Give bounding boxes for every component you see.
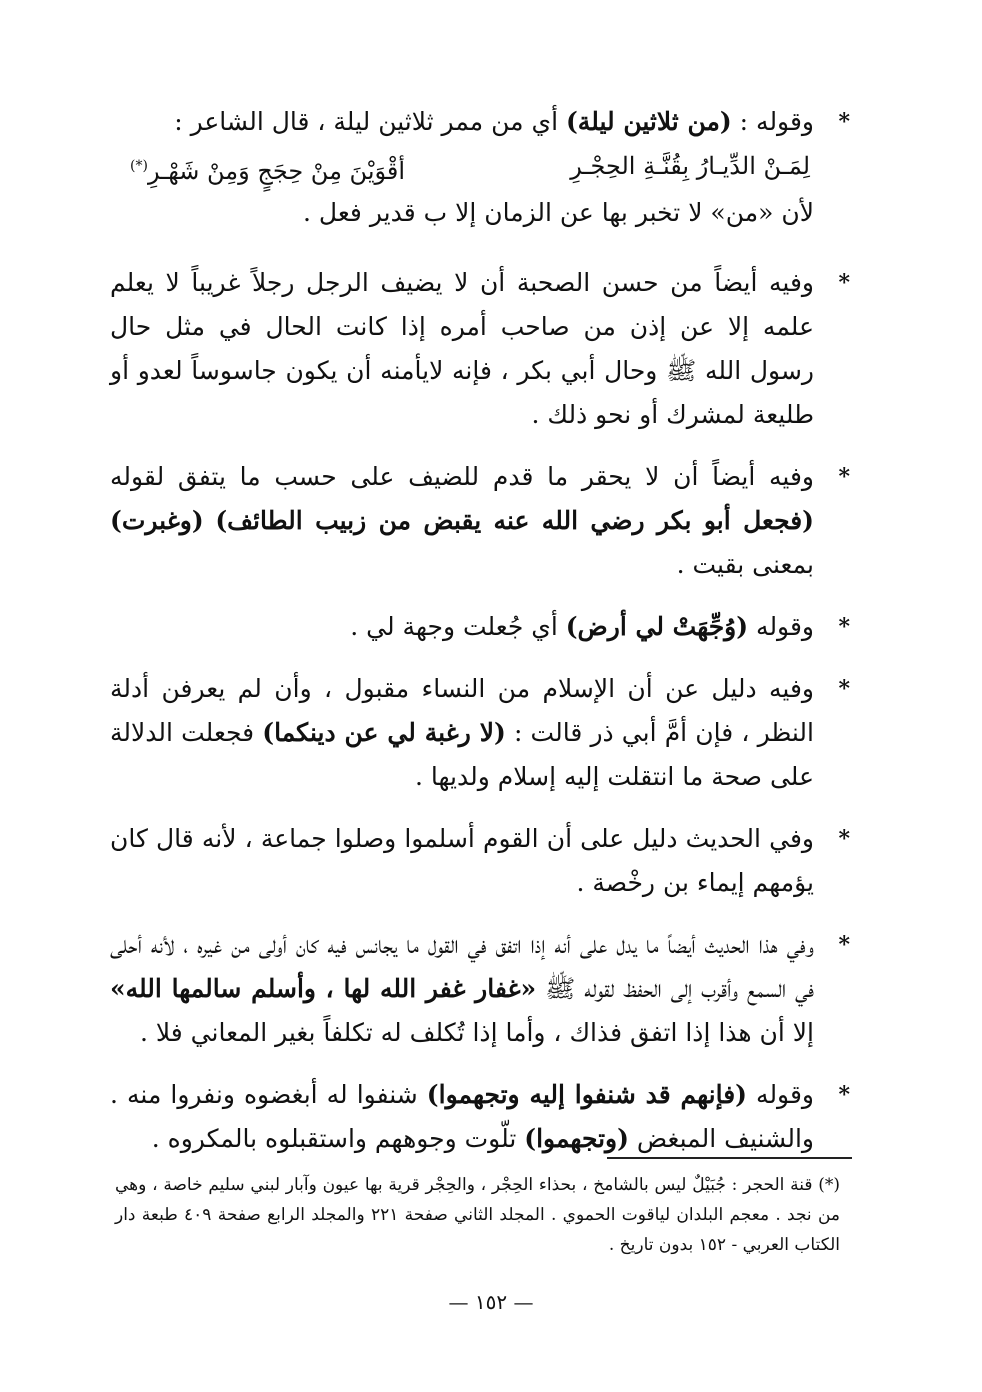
paragraph-text: وفيه أيضاً أن لا يحقر ما قدم للضيف على حسب ما يتفق لقوله (فجعل أبو بكر رضي الله عنه يقبض من زبيب الطائف) (وغبرت) بمعنى بقيت . xyxy=(110,462,814,579)
bullet-star: * xyxy=(838,270,850,296)
paragraph-text: وفيه دليل عن أن الإسلام من النساء مقبول ، وأن لم يعرفن أدلة النظر ، فإن أمَّ أبي ذر قالت : (لا رغبة لي عن دينكما) فجعلت الدلالة على صحة ما انتقلت إليه إسلام ولديها . xyxy=(110,674,814,791)
page-number: — ١٥٢ — xyxy=(448,1290,534,1314)
bullet-star: * xyxy=(838,1082,850,1108)
paragraph xyxy=(110,923,850,1055)
paragraph-text: وفيه أيضاً من حسن الصحبة أن لا يضيف الرجل رجلاً غريباً لا يعلم علمه إلا عن إذن من صاحب أمره إذا كانت الحال في مثل حال رسول الله ﷺ وحال أبي بكر ، فإنه لايأمنه أن يكون جاسوساً لعدو أو طليعة لمشرك أو نحو ذلك . xyxy=(110,268,814,429)
paragraph xyxy=(110,667,850,799)
paragraph xyxy=(110,605,850,649)
paragraph-text: وفي هذا الحديث أيضاً ما يدل على أنه إذا اتفق في القول ما يجانس فيه كان أولى من غيره ، لأنه أحلى في السمع وأقرب إلى الحفظ لقوله ﷺ «غفار غفر الله لها ، وأسلم سالمها الله» إلا أن هذا إذا اتفق فذاك ، وأما إذا تُكلف له تكلفاً بغير المعاني فلا . xyxy=(110,930,814,1047)
paragraph-text: وقوله (وُجِّهَتْ لي أرض) أي جُعلت وجهة لي . xyxy=(350,612,814,641)
poem-verse xyxy=(110,146,850,191)
paragraph xyxy=(110,1073,850,1161)
footnote-marker: (*) xyxy=(130,158,148,174)
footnote: (*) قنة الحجر : جُبَيْلٌ ليس بالشامخ ، بحذاء الحِجْر ، والحِجْر قرية بها عيون وآبار لبني سليم خاصة ، وهي من نجد . معجم البلدان لياقوت الحموي . المجلد الثاني صفحة ٢٢١ والمجلد الرابع صفحة ٤٠٩ طبعة دار الكتاب العربي - ١٥٢ بدون تاريخ . xyxy=(115,1175,840,1255)
bullet-star: * xyxy=(838,932,850,958)
bullet-star: * xyxy=(838,109,850,135)
paragraph-text: وقوله : (من ثلاثين ليلة) أي من ممر ثلاثين ليلة ، قال الشاعر : xyxy=(174,107,814,136)
paragraph-continuation: لأن «من» لا تخبر بها عن الزمان إلا ب قدير فعل . xyxy=(303,198,814,227)
footnote-divider xyxy=(607,1157,852,1159)
paragraph xyxy=(110,455,850,587)
bullet-star: * xyxy=(838,826,850,852)
page-body xyxy=(110,100,850,1179)
paragraph-text: وفي الحديث دليل على أن القوم أسلموا وصلوا جماعة ، لأنه قال كان يؤمهم إيماء بن رخْصة . xyxy=(110,824,814,897)
bullet-star: * xyxy=(838,614,850,640)
poem-hemistich-1: لِمَـنْ الدِّيـارُ بِقُنَّـةِ الحِجْـرِ xyxy=(570,152,810,180)
bullet-star: * xyxy=(838,464,850,490)
bullet-star: * xyxy=(838,676,850,702)
paragraph-text: وقوله (فإنهم قد شنفوا إليه وتجهموا) شنفوا له أبغضوه ونفروا منه . والشنيف المبغض (وتجهموا) تلّوت وجوههم واستقبلوه بالمكروه . xyxy=(110,1080,814,1153)
poem-hemistich-2: أقْوَيْنَ مِنْ حِجَجٍ وَمِنْ شَهْـرِ(*) xyxy=(130,157,406,185)
paragraph xyxy=(110,261,850,437)
paragraph xyxy=(110,817,850,905)
paragraph xyxy=(110,100,850,144)
